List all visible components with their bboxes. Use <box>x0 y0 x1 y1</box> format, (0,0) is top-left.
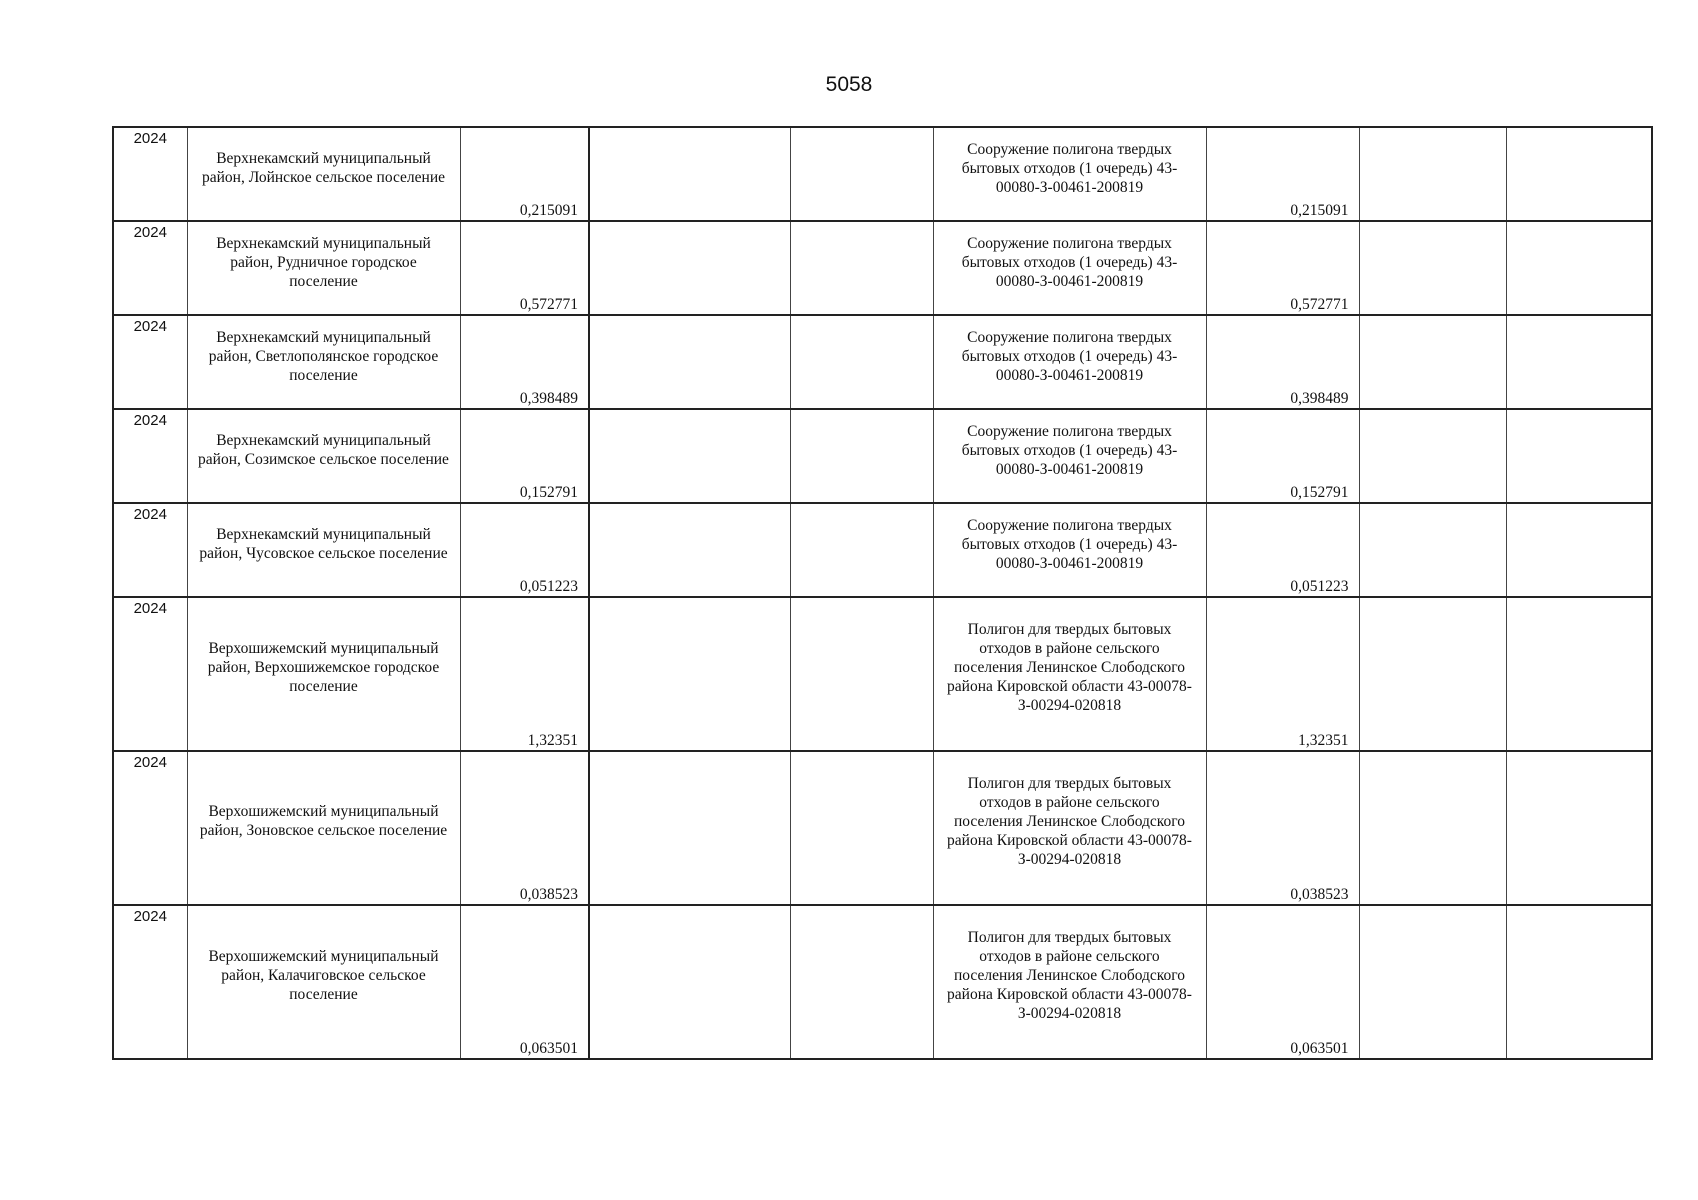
object-cell <box>933 905 1206 1059</box>
table-row <box>113 597 1652 751</box>
empty-cell <box>589 127 790 221</box>
object-value-cell <box>1206 597 1359 751</box>
year-text: 2024 <box>133 600 167 617</box>
value-cell <box>460 127 589 221</box>
territory-text: Верхошижемский муниципальный район, Калачиговское сельское поселение <box>208 947 439 1003</box>
territory-text: Верхошижемский муниципальный район, Верхошижемское городское поселение <box>207 639 440 695</box>
object-text: Сооружение полигона твердых бытовых отходов (1 очередь) 43-00080-З-00461-200819 <box>961 516 1178 572</box>
object-value-cell <box>1206 905 1359 1059</box>
value-cell <box>460 751 589 905</box>
empty-cell <box>1359 597 1506 751</box>
object-text: Сооружение полигона твердых бытовых отходов (1 очередь) 43-00080-З-00461-200819 <box>961 234 1178 290</box>
empty-cell <box>1506 409 1652 503</box>
value-text: 0,398489 <box>519 390 578 407</box>
empty-cell <box>1506 127 1652 221</box>
value-text: 0,063501 <box>519 1040 578 1057</box>
empty-cell <box>790 751 933 905</box>
empty-cell <box>1506 221 1652 315</box>
year-cell <box>113 503 187 597</box>
object-cell <box>933 315 1206 409</box>
page-number: 5058 <box>825 73 873 96</box>
value-cell <box>460 315 589 409</box>
object-value-cell <box>1206 221 1359 315</box>
year-cell <box>113 597 187 751</box>
object-value-cell <box>1206 751 1359 905</box>
value-text: 1,32351 <box>527 732 578 749</box>
empty-cell <box>1359 315 1506 409</box>
year-text: 2024 <box>133 506 167 523</box>
empty-cell <box>589 905 790 1059</box>
object-text: Полигон для твердых бытовых отходов в районе сельского поселения Ленинское Слободского района Кировской области 43-00078-З-00294-020818 <box>947 928 1192 1022</box>
territory-text: Верхнекамский муниципальный район, Лойнское сельское поселение <box>201 150 446 186</box>
empty-cell <box>1359 503 1506 597</box>
empty-cell <box>790 127 933 221</box>
object-cell <box>933 127 1206 221</box>
year-text: 2024 <box>133 754 167 771</box>
year-cell <box>113 409 187 503</box>
year-text: 2024 <box>133 224 167 241</box>
object-text: Сооружение полигона твердых бытовых отходов (1 очередь) 43-00080-З-00461-200819 <box>961 140 1178 196</box>
year-cell <box>113 315 187 409</box>
table-row <box>113 751 1652 905</box>
territory-cell <box>187 503 460 597</box>
table-row <box>113 221 1652 315</box>
object-cell <box>933 221 1206 315</box>
territory-cell <box>187 597 460 751</box>
value-text: 0,215091 <box>519 202 578 219</box>
object-value-cell <box>1206 409 1359 503</box>
empty-cell <box>589 315 790 409</box>
object-cell <box>933 503 1206 597</box>
empty-cell <box>790 409 933 503</box>
object-value-text: 0,063501 <box>1290 1040 1349 1057</box>
value-cell <box>460 905 589 1059</box>
empty-cell <box>589 503 790 597</box>
table-row <box>113 503 1652 597</box>
territory-text: Верхнекамский муниципальный район, Чусовское сельское поселение <box>199 526 448 562</box>
territory-text: Верхнекамский муниципальный район, Светлополянское городское поселение <box>208 328 439 384</box>
empty-cell <box>790 503 933 597</box>
value-cell <box>460 503 589 597</box>
object-value-text: 0,215091 <box>1290 202 1349 219</box>
empty-cell <box>790 221 933 315</box>
empty-cell <box>589 409 790 503</box>
territory-text: Верхнекамский муниципальный район, Созимское сельское поселение <box>198 432 449 468</box>
territory-cell <box>187 221 460 315</box>
empty-cell <box>1359 409 1506 503</box>
year-cell <box>113 751 187 905</box>
object-cell <box>933 597 1206 751</box>
object-value-text: 0,572771 <box>1290 296 1349 313</box>
empty-cell <box>1359 905 1506 1059</box>
object-value-text: 0,152791 <box>1290 484 1349 501</box>
value-cell <box>460 221 589 315</box>
object-value-text: 0,051223 <box>1290 578 1349 595</box>
year-text: 2024 <box>133 412 167 429</box>
table-row <box>113 905 1652 1059</box>
year-cell <box>113 905 187 1059</box>
empty-cell <box>1359 221 1506 315</box>
object-text: Сооружение полигона твердых бытовых отходов (1 очередь) 43-00080-З-00461-200819 <box>961 422 1178 478</box>
empty-cell <box>1359 127 1506 221</box>
table-row <box>113 409 1652 503</box>
empty-cell <box>589 221 790 315</box>
territory-cell <box>187 409 460 503</box>
empty-cell <box>589 751 790 905</box>
territory-text: Верхошижемский муниципальный район, Зоновское сельское поселение <box>199 803 448 839</box>
year-text: 2024 <box>133 318 167 335</box>
empty-cell <box>1506 315 1652 409</box>
empty-cell <box>1506 597 1652 751</box>
year-text: 2024 <box>133 130 167 147</box>
empty-cell <box>790 905 933 1059</box>
territory-cell <box>187 751 460 905</box>
year-cell <box>113 127 187 221</box>
empty-cell <box>1506 503 1652 597</box>
object-cell <box>933 409 1206 503</box>
object-text: Полигон для твердых бытовых отходов в районе сельского поселения Ленинское Слободского района Кировской области 43-00078-З-00294-020818 <box>947 774 1192 868</box>
empty-cell <box>790 597 933 751</box>
object-value-cell <box>1206 127 1359 221</box>
territory-text: Верхнекамский муниципальный район, Рудничное городское поселение <box>216 234 431 290</box>
territory-cell <box>187 315 460 409</box>
empty-cell <box>790 315 933 409</box>
value-text: 0,152791 <box>519 484 578 501</box>
object-value-cell <box>1206 315 1359 409</box>
data-table <box>112 126 1653 1060</box>
empty-cell <box>1506 751 1652 905</box>
territory-cell <box>187 127 460 221</box>
object-value-text: 0,038523 <box>1290 886 1349 903</box>
value-text: 0,038523 <box>519 886 578 903</box>
object-text: Сооружение полигона твердых бытовых отходов (1 очередь) 43-00080-З-00461-200819 <box>961 328 1178 384</box>
table-row <box>113 315 1652 409</box>
empty-cell <box>589 597 790 751</box>
object-value-text: 1,32351 <box>1298 732 1349 749</box>
object-value-cell <box>1206 503 1359 597</box>
empty-cell <box>1359 751 1506 905</box>
object-text: Полигон для твердых бытовых отходов в районе сельского поселения Ленинское Слободского района Кировской области 43-00078-З-00294-020818 <box>947 620 1192 714</box>
value-cell <box>460 597 589 751</box>
table-row <box>113 127 1652 221</box>
value-cell <box>460 409 589 503</box>
object-value-text: 0,398489 <box>1290 390 1349 407</box>
year-text: 2024 <box>133 908 167 925</box>
value-text: 0,572771 <box>519 296 578 313</box>
value-text: 0,051223 <box>519 578 578 595</box>
object-cell <box>933 751 1206 905</box>
year-cell <box>113 221 187 315</box>
territory-cell <box>187 905 460 1059</box>
empty-cell <box>1506 905 1652 1059</box>
